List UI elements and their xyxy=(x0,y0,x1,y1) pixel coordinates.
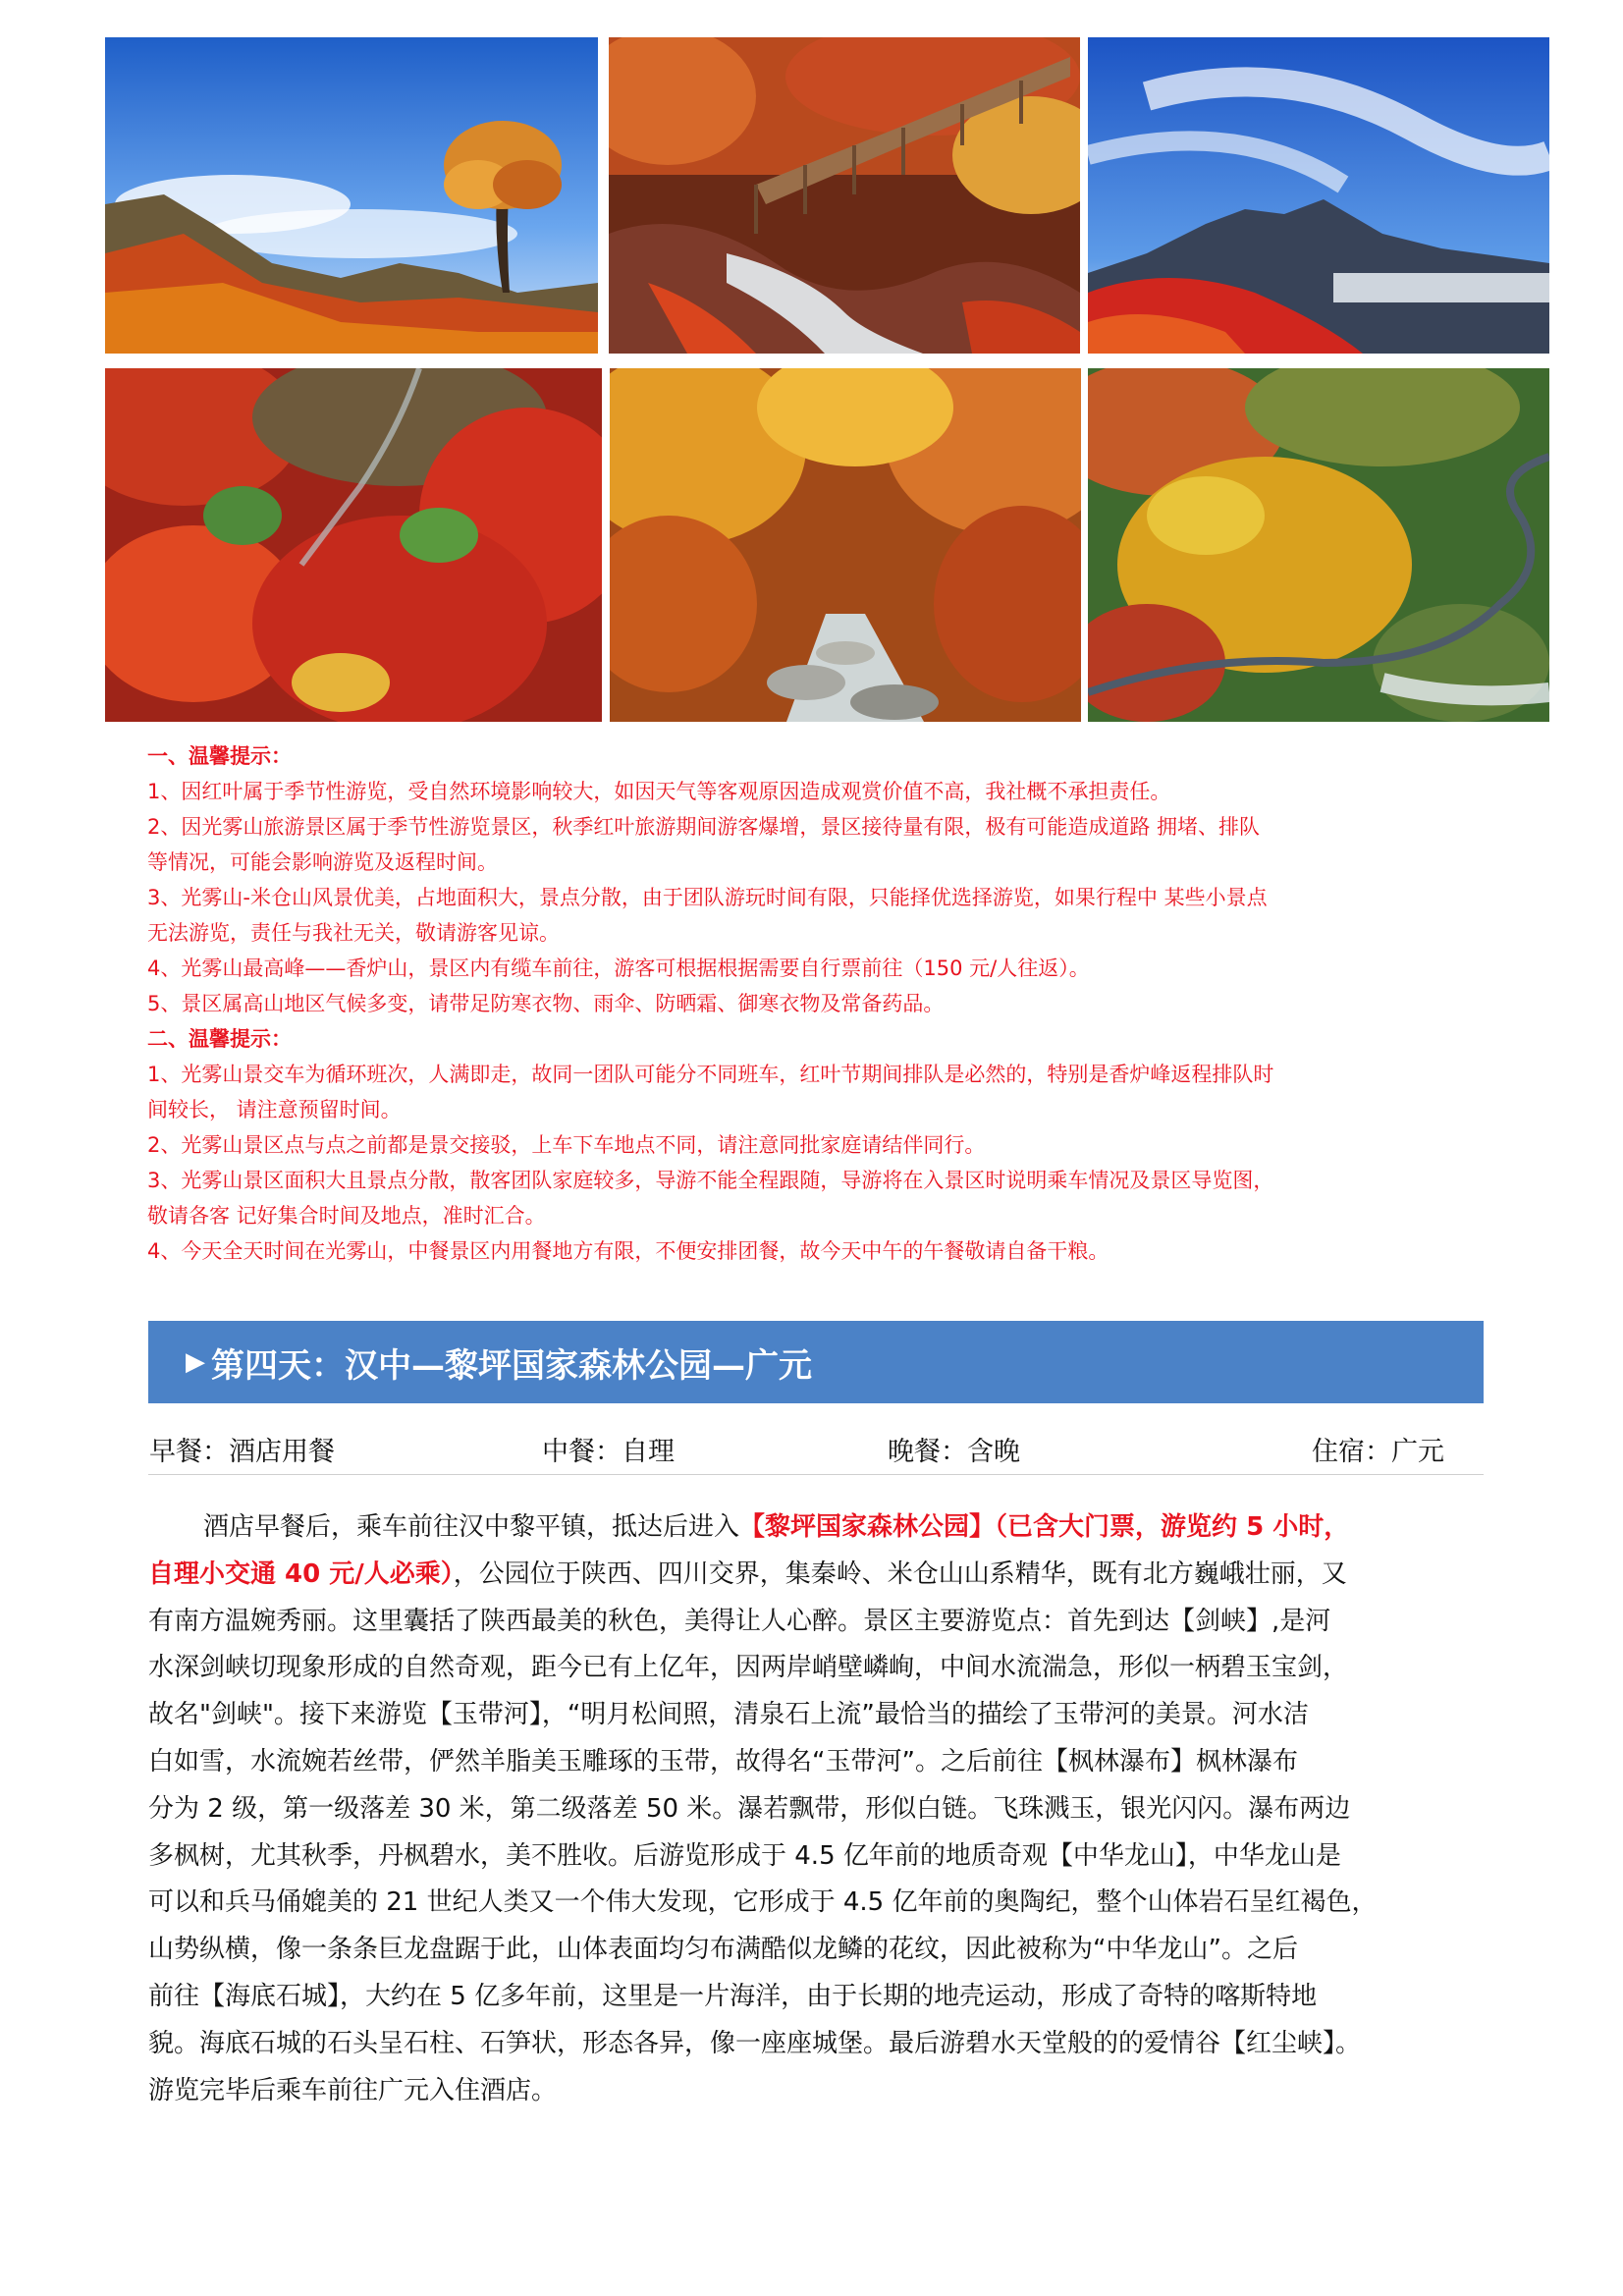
tips-line: 无法游览，责任与我社无关，敬请游客见谅。 xyxy=(147,921,560,945)
photo-winding-mountain-road xyxy=(1088,368,1549,722)
photo-aerial-red-forest xyxy=(105,368,602,722)
itinerary-line: 分为 2 级，第一级落差 30 米，第二级落差 50 米。瀑若飘带，形似白链。飞珠溅玉，银光闪闪。瀑布两边 xyxy=(148,1793,1351,1824)
triangle-icon: ▶ xyxy=(186,1347,205,1377)
tips-line: 5、景区属高山地区气候多变，请带足防寒衣物、雨伞、防晒霜、御寒衣物及常备药品。 xyxy=(147,992,945,1015)
itinerary-line: 貌。海底石城的石头呈石柱、石笋状，形态各异，像一座座城堡。最后游碧水天堂般的的爱情谷【红尘峡】。 xyxy=(148,2028,1362,2058)
day-header xyxy=(148,1321,1484,1403)
photo-autumn-mountain-tree xyxy=(105,37,598,354)
meal-lodging: 住宿：广元 xyxy=(1312,1437,1444,1467)
itinerary-line: 前往【海底石城】，大约在 5 亿多年前，这里是一片海洋，由于长期的地壳运动，形成了奇特的喀斯特地 xyxy=(148,1981,1318,2011)
tips-line: 2、光雾山景区点与点之前都是景交接驳，上车下车地点不同，请注意同批家庭请结伴同行。 xyxy=(147,1133,986,1157)
itinerary-line: 游览完毕后乘车前往广元入住酒店。 xyxy=(148,2075,558,2105)
tips-line: 4、今天全天时间在光雾山，中餐景区内用餐地方有限，不便安排团餐，故今天中午的午餐敬请自备干粮。 xyxy=(147,1239,1109,1263)
tips-line: 间较长， 请注意预留时间。 xyxy=(147,1098,402,1121)
tips-line: 4、光雾山最高峰——香炉山，景区内有缆车前往，游客可根据根据需要自行票前往（150 元/人往返）。 xyxy=(147,957,1090,980)
tips-heading-1: 一、温馨提示： xyxy=(147,744,292,768)
itinerary-text: ，公园位于陕西、四川交界，集秦岭、米仓山山系精华，既有北方巍峨壮丽，又 xyxy=(453,1558,1347,1589)
meals-row xyxy=(0,1422,1623,1473)
meal-breakfast: 早餐：酒店用餐 xyxy=(149,1437,335,1467)
divider xyxy=(148,1474,1484,1475)
meal-lunch: 中餐：自理 xyxy=(542,1437,675,1467)
photo-valley-river-rocks xyxy=(610,368,1081,722)
itinerary-line: 有南方温婉秀丽。这里囊括了陕西最美的秋色，美得让人心醉。景区主要游览点：首先到达【剑峡】,是河 xyxy=(148,1606,1331,1636)
tips-line: 3、光雾山景区面积大且景点分散，散客团队家庭较多，导游不能全程跟随，导游将在入景区时说明乘车情况及景区导览图， xyxy=(147,1169,1274,1192)
itinerary-line: 山势纵横，像一条条巨龙盘踞于此，山体表面均匀布满酷似龙鳞的花纹，因此被称为“中华龙山”。之后 xyxy=(148,1935,1298,1965)
tips-heading-2: 二、温馨提示： xyxy=(147,1027,292,1051)
itinerary-line: 故名"剑峡"。接下来游览【玉带河】，“明月松间照，清泉石上流”最恰当的描绘了玉带河的美景。河水洁 xyxy=(148,1700,1309,1730)
tips-line: 1、光雾山景交车为循环班次，人满即走，故同一团队可能分不同班车，红叶节期间排队是必然的，特别是香炉峰返程排队时 xyxy=(147,1063,1274,1086)
itinerary-line: 可以和兵马俑媲美的 21 世纪人类又一个伟大发现，它形成于 4.5 亿年前的奥陶纪，整个山体岩石呈红褐色， xyxy=(148,1887,1378,1918)
tips-line: 等情况，可能会影响游览及返程时间。 xyxy=(147,850,498,874)
itinerary-highlight: 【黎坪国家森林公园】（已含大门票，游览约 5 小时， xyxy=(739,1512,1350,1542)
itinerary-line: 水深剑峡切现象形成的自然奇观，距今已有上亿年，因两岸峭壁嶙峋，中间水流湍急，形似一柄碧玉宝剑， xyxy=(148,1653,1349,1683)
itinerary-highlight: 自理小交通 40 元/人必乘） xyxy=(148,1558,454,1589)
itinerary-line: 多枫树，尤其秋季，丹枫碧水，美不胜收。后游览形成于 4.5 亿年前的地质奇观【中华龙山】，中华龙山是 xyxy=(148,1840,1341,1871)
itinerary-line: 白如雪，水流婉若丝带，俨然羊脂美玉雕琢的玉带，故得名“玉带河”。之后前往【枫林瀑布】枫林瀑布 xyxy=(148,1746,1298,1777)
tips-section xyxy=(147,738,1483,1269)
itinerary-text: 酒店早餐后，乘车前往汉中黎平镇，抵达后进入 xyxy=(203,1512,740,1542)
photo-mountain-sea-of-clouds xyxy=(1088,37,1549,354)
photo-boardwalk-stream xyxy=(609,37,1080,354)
tips-line: 敬请各客 记好集合时间及地点，准时汇合。 xyxy=(147,1204,546,1228)
tips-line: 1、因红叶属于季节性游览，受自然环境影响较大，如因天气等客观原因造成观赏价值不高，我社概不承担责任。 xyxy=(147,780,1171,803)
day-title: 第四天：汉中—黎坪国家森林公园—广元 xyxy=(211,1345,812,1386)
meal-dinner: 晚餐：含晚 xyxy=(888,1437,1020,1467)
itinerary-paragraph xyxy=(148,1504,1484,2114)
tips-line: 2、因光雾山旅游景区属于季节性游览景区，秋季红叶旅游期间游客爆增，景区接待量有限，极有可能造成道路 拥堵、排队 xyxy=(147,815,1261,839)
tips-line: 3、光雾山-米仓山风景优美，占地面积大，景点分散，由于团队游玩时间有限，只能择优选择游览，如果行程中 某些小景点 xyxy=(147,886,1268,909)
